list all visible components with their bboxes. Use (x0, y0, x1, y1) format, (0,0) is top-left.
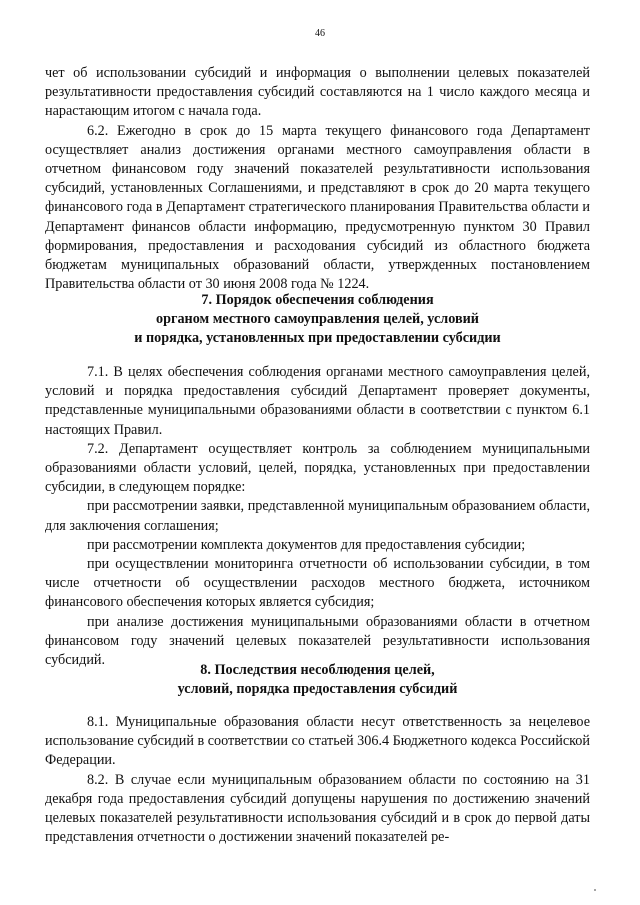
paragraph-7-2: 7.2. Департамент осуществляет контроль за соблюдением муниципальными образованиями области условий, целей, порядка, установленных при предоставлении субсидии, в следующем порядке: (45, 440, 590, 496)
paragraph-continuation: чет об использовании субсидий и информация о выполнении целевых показателей результативности предоставления субсидий составляются на 1 число каждого месяца и нарастающим итогом с начала года. (45, 65, 590, 120)
list-item-1: при рассмотрении заявки, представленной муниципальным образованием области, для заключения соглашения; (45, 498, 590, 534)
section-8-title-line-1: 8. Последствия несоблюдения целей, (200, 662, 435, 678)
scan-speck (594, 889, 596, 891)
paragraph-7-1: 7.1. В целях обеспечения соблюдения органами местного самоуправления целей, условий и порядка предоставления субсидий Департамент проверяет документы, представленные муниципальными образованиями области в соответствии с пунктом 6.1 настоящих Правил. (45, 364, 590, 438)
section-7-title-line-3: и порядка, установленных при предоставлении субсидии (134, 330, 501, 347)
section-7-title-line-2: органом местного самоуправления целей, условий (156, 311, 479, 328)
section-8-body (45, 713, 590, 847)
section-7-body (45, 363, 590, 670)
paragraph-6-2: 6.2. Ежегодно в срок до 15 марта текущего финансового года Департамент осуществляет анализ достижения органами местного самоуправления области в отчетном финансовом году значений показателей результативности использования субсидий, установленных Соглашениями, и представляют в срок до 20 марта текущего финансового года в Департамент стратегического планирования Правительства области и Департамент финансов области информацию, предусмотренную пунктом 30 Правил формирования, предоставления и расходования субсидий из областного бюджета бюджетам муниципальных образований области, утвержденных постановлением Правительства области от 30 июня 2008 года № 1224. (45, 122, 590, 293)
list-item-2: при рассмотрении комплекта документов для предоставления субсидии; (87, 536, 526, 553)
intro-block (45, 64, 590, 294)
list-item-4: при анализе достижения муниципальными образованиями области в отчетном финансовом году значений целевых показателей результативности использования субсидий. (45, 613, 590, 669)
list-item-3: при осуществлении мониторинга отчетности об использовании субсидии, в том числе отчетности об осуществлении расходов местного бюджета, источником финансового обеспечения которых является субсидия; (45, 556, 590, 611)
section-7-title-line-1: 7. Порядок обеспечения соблюдения (201, 292, 434, 308)
section-8-title-line-2: условий, порядка предоставления субсидий (177, 681, 458, 698)
paragraph-8-1: 8.1. Муниципальные образования области несут ответственность за нецелевое использование субсидий в соответствии со статьей 306.4 Бюджетного кодекса Российской Федерации. (45, 714, 590, 769)
section-8-heading (45, 661, 590, 699)
page-number: 46 (315, 28, 325, 39)
paragraph-8-2: 8.2. В случае если муниципальным образованием области по состоянию на 31 декабря года предоставления субсидий допущены нарушения по достижению значений целевых показателей результативности использования субсидий и в срок до первой даты представления отчетности о достижении значений показателей ре- (45, 771, 590, 846)
section-7-heading (45, 291, 590, 349)
